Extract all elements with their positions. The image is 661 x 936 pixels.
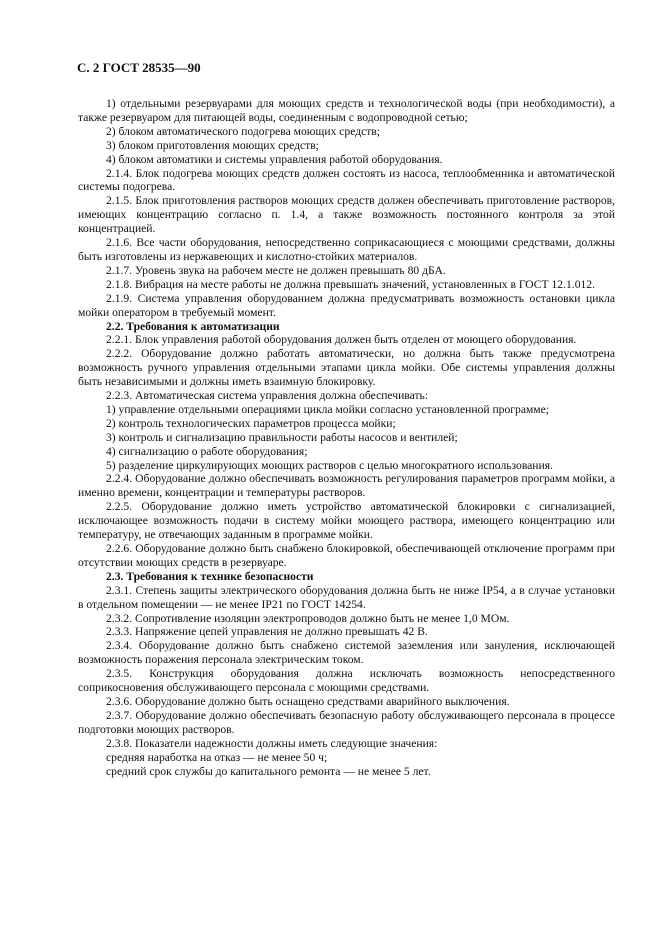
paragraph: 2.2.4. Оборудование должно обеспечивать возможность регулирования параметров программ мойки, а именно времени, концентрации и температуры растворов.	[78, 472, 615, 500]
paragraph: 3) контроль и сигнализацию правильности работы насосов и вентилей;	[106, 430, 458, 444]
paragraph: 5) разделение циркулирующих моющих растворов с целью многократного использования.	[106, 458, 553, 472]
paragraph: 2.2.6. Оборудование должно быть снабжено блокировкой, обеспечивающей отключение программ при отсутствии моющих средств в резервуаре.	[78, 542, 615, 569]
paragraph: 2.2.1. Блок управления работой оборудования должен быть отделен от моющего оборудования.	[106, 333, 577, 347]
paragraph: 2.2.2. Оборудование должно работать автоматически, но должна быть также предусмотрена возможность ручного управления отдельными этапами цикла мойки. Обе системы управления должны быть независимыми и должны иметь взаимную блокировку.	[78, 347, 615, 389]
paragraph: 2.3.1. Степень защиты электрического оборудования должна быть не ниже IP54, а в случае установки в отдельном помещении — не менее IP21 по ГОСТ 14254.	[78, 583, 615, 611]
paragraph: 2) контроль технологических параметров процесса мойки;	[106, 416, 396, 430]
paragraph: 2.1.6. Все части оборудования, непосредственно соприкасающиеся с моющими средствами, должны быть изготовлены из нержавеющих и кислотно-стойких материалов.	[78, 236, 615, 263]
paragraph: 1) управление отдельными операциями цикла мойки согласно установленной программе;	[106, 402, 550, 416]
paragraph: 4) блоком автоматики и системы управления работой оборудования.	[106, 152, 443, 166]
paragraph: 2.3.7. Оборудование должно обеспечивать безопаcную работу обслуживающего персонала в процессе подготовки моющих растворов.	[78, 708, 615, 736]
paragraph: средний срок службы до капитального ремонта — не менее 5 лет.	[106, 764, 431, 778]
paragraph: 2.3.5. Конструкция оборудования должна исключать возможность непосредственного соприкосновения обслуживающего персонала с моющими средствами.	[78, 667, 615, 695]
paragraph: 2.1.9. Система управления оборудованием должна предусматривать возможность остановки цикла мойки оператором в требуемый момент.	[78, 291, 615, 319]
paragraph: 2.1.8. Вибрация на месте работы не должна превышать значений, установленных в ГОСТ 12.1.012.	[106, 277, 595, 291]
paragraph: 2.1.7. Уровень звука на рабочем месте не должен превышать 80 дБА.	[106, 263, 446, 277]
paragraph: 2) блоком автоматического подогрева моющих средств;	[106, 124, 381, 138]
paragraph: 2.3.6. Оборудование должно быть оснащено средствами аварийного выключения.	[106, 694, 510, 708]
page-header: С. 2 ГОСТ 28535—90	[77, 60, 201, 75]
section-heading: 2.3. Требования к технике безопасности	[106, 569, 314, 583]
paragraph: 2.2.3. Автоматическая система управления должна обеспечивать:	[106, 389, 429, 403]
section-heading: 2.2. Требования к автоматизации	[106, 319, 280, 333]
paragraph: 2.3.4. Оборудование должно быть снабжено системой заземления или зануления, исключающей возможность поражения персонала электрическим током.	[78, 639, 615, 667]
paragraph: 2.3.2. Сопротивление изоляции электропроводов должно быть не менее 1,0 МОм.	[106, 611, 510, 625]
paragraph: 3) блоком приготовления моющих средств;	[106, 138, 319, 152]
paragraph: 2.1.5. Блок приготовления растворов моющих средств должен обеспечивать приготовление растворов, имеющих концентрацию согласно п. 1.4, а также возможность постоянного контроля за этой концентрацией.	[78, 194, 615, 236]
paragraph: 4) сигнализацию о работе оборудования;	[106, 444, 308, 458]
paragraph: 2.3.8. Показатели надежности должны иметь следующие значения:	[106, 736, 438, 750]
paragraph: 2.3.3. Напряжение цепей управления не должно превышать 42 В.	[106, 625, 428, 639]
paragraph: средняя наработка на отказ — не менее 50 ч;	[106, 750, 328, 764]
paragraph: 2.2.5. Оборудование должно иметь устройство автоматической блокировки с сигнализацией, исключающее возможность подачи в систему мойки моющего раствора, имеющего концентрацию или температуру, не отвечающих заданным в программе мойки.	[78, 500, 615, 542]
paragraph: 1) отдельными резервуарами для моющих средств и технологической воды (при необходимости), а также резервуаром для питающей воды, соединенным с водопроводной сетью;	[78, 97, 615, 124]
paragraph: 2.1.4. Блок подогрева моющих средств должен состоять из насоса, теплообменника и автоматической системы подогрева.	[78, 166, 615, 194]
body-text	[78, 97, 615, 778]
